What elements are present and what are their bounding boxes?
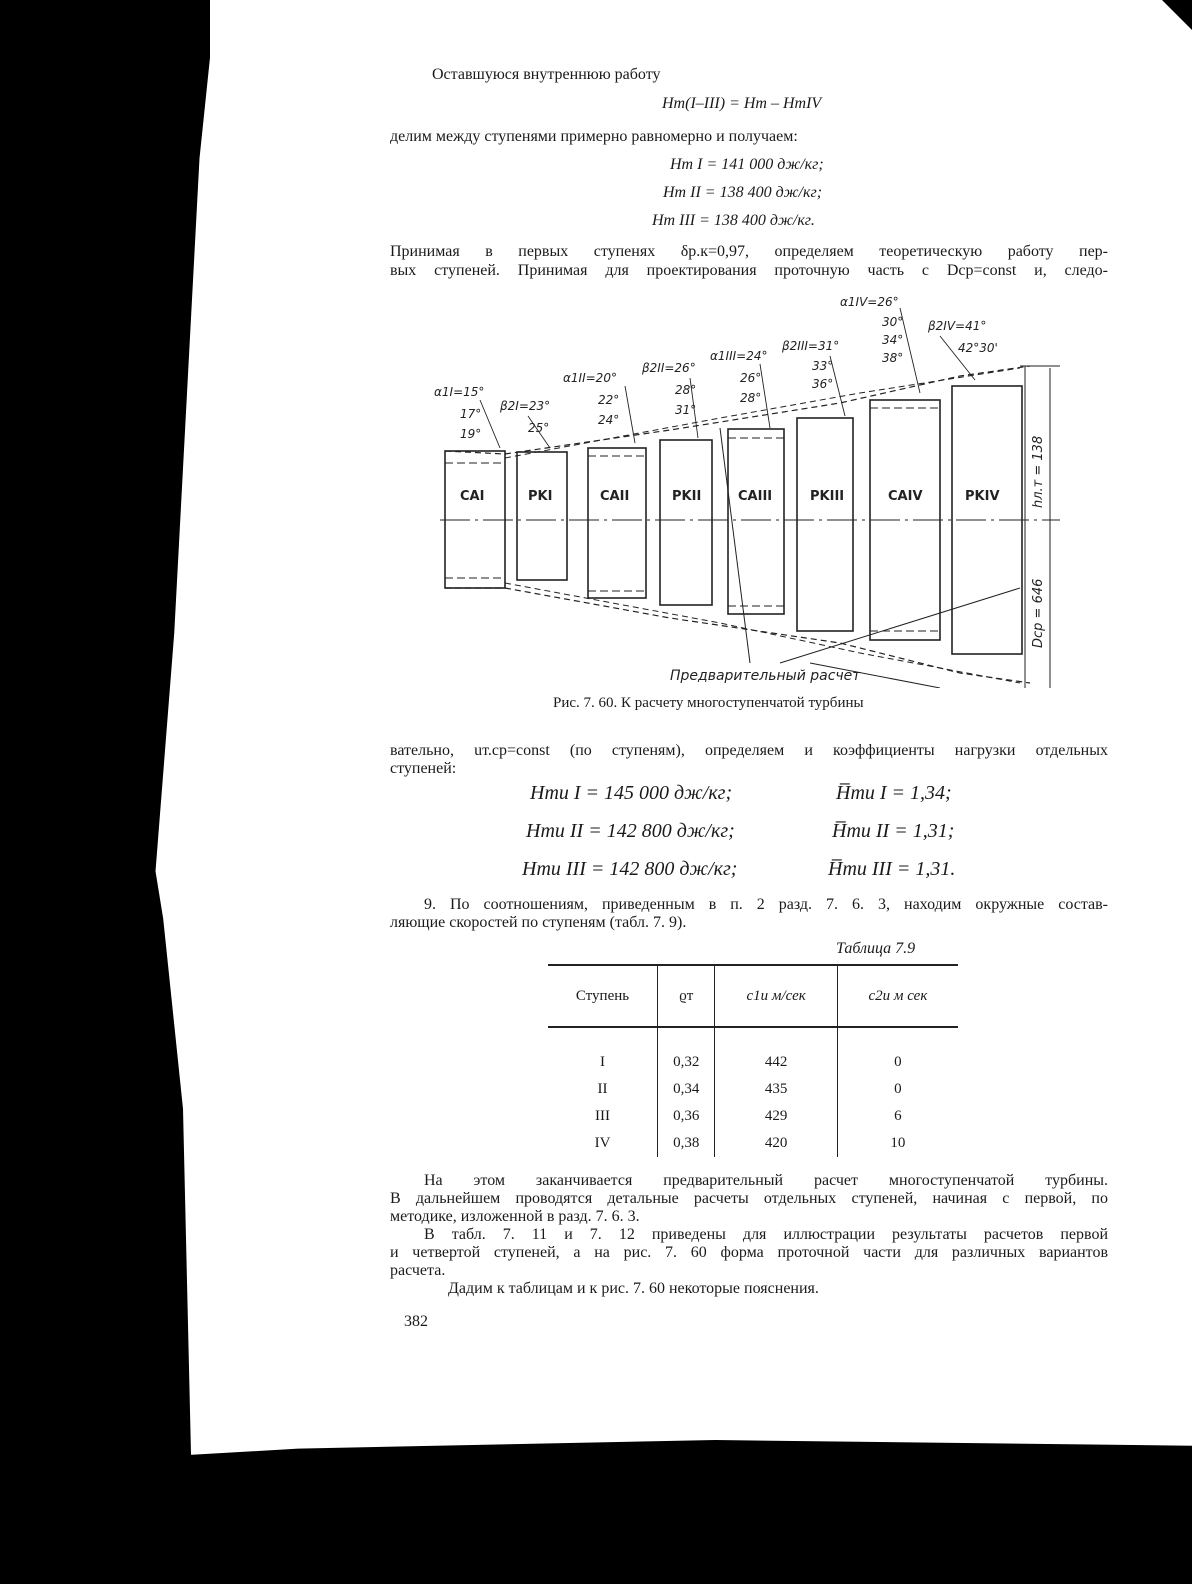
paragraph-line: Дадим к таблицам и к рис. 7. 60 некоторые пояснения. <box>448 1280 819 1297</box>
paragraph-line: и четвертой ступеней, а на рис. 7. 60 форма проточной части для различных вариантов <box>390 1244 1108 1261</box>
table-cell: 6 <box>837 1103 958 1130</box>
paragraph-line: ступеней: <box>390 760 457 777</box>
paragraph-line: делим между ступенями примерно равномерно и получаем: <box>390 128 798 145</box>
paragraph-line: вых ступеней. Принимая для проектирования проточную часть с Dср=const и, следо- <box>390 262 1108 279</box>
formula: Hтu III = 142 800 дж/кг; <box>522 858 738 880</box>
stage-label: PKIII <box>810 489 845 504</box>
paragraph-line: В дальнейшем проводятся детальные расчеты отдельных ступеней, начиная с первой, по <box>390 1190 1108 1207</box>
angle-label: 28° <box>675 383 697 397</box>
angle-label: 34° <box>882 333 904 347</box>
table-row <box>548 1027 958 1076</box>
formula: H̅тu I = 1,34; <box>836 782 952 804</box>
stage-label: PKII <box>672 489 702 504</box>
table-title: Таблица 7.9 <box>836 940 916 957</box>
angle-label: 31° <box>675 403 697 417</box>
formula: Hтu I = 145 000 дж/кг; <box>530 782 733 804</box>
paragraph-line: Оставшуюся внутреннюю работу <box>432 66 661 83</box>
angle-label: β2III=31° <box>782 339 840 353</box>
paragraph-line: Принимая в первых ступенях δр.к=0,97, определяем теоретическую работу пер- <box>390 243 1108 260</box>
angle-label: 30° <box>882 315 904 329</box>
table-cell: 442 <box>715 1027 837 1076</box>
column-header: ϱт <box>657 965 714 1027</box>
data-table <box>548 964 958 1157</box>
angle-label: α1III=24° <box>710 349 768 363</box>
angle-label: 17° <box>460 407 482 421</box>
scan-dark-margin-bottom <box>0 1440 1192 1584</box>
paragraph-line: 9. По соотношениям, приведенным в п. 2 разд. 7. 6. 3, находим окружные состав- <box>424 896 1108 913</box>
formula: H̅тu II = 1,31; <box>832 820 955 842</box>
paragraph-line: ляющие скоростей по ступеням (табл. 7. 9). <box>390 914 687 931</box>
paragraph-line: расчета. <box>390 1262 446 1279</box>
table-cell: 0 <box>837 1027 958 1076</box>
angle-label: 42°30' <box>958 341 998 355</box>
formula: Hт III = 138 400 дж/кг. <box>652 212 815 229</box>
table-cell: 0,38 <box>657 1130 714 1157</box>
table-cell: 429 <box>715 1103 837 1130</box>
angle-label: β2I=23° <box>500 399 551 413</box>
paragraph-line: В табл. 7. 11 и 7. 12 приведены для иллюстрации результаты расчетов первой <box>424 1226 1108 1243</box>
angle-label: 22° <box>598 393 620 407</box>
table-cell: II <box>597 1081 608 1097</box>
angle-label: 33° <box>812 359 834 373</box>
table-cell: 10 <box>837 1130 958 1157</box>
table-header-row <box>548 965 958 1027</box>
angle-label: β2IV=41° <box>928 319 987 333</box>
table-cell: III <box>594 1108 610 1124</box>
scan-dark-corner <box>1162 0 1192 30</box>
table-cell: 0,32 <box>657 1027 714 1076</box>
table-cell: 435 <box>715 1076 837 1103</box>
column-header: Ступень <box>548 965 657 1027</box>
formula: Hт I = 141 000 дж/кг; <box>670 156 824 173</box>
dimension-label: hл.т = 138 <box>1031 435 1046 508</box>
angle-label: 28° <box>740 391 762 405</box>
stage-label: CAIV <box>888 489 923 504</box>
turbine-flow-path-figure <box>420 288 1070 688</box>
angle-label: 36° <box>812 377 834 391</box>
page-number: 382 <box>404 1313 428 1330</box>
formula: H̅тu III = 1,31. <box>828 858 956 880</box>
dimension-label: Dср = 646 <box>1031 578 1046 648</box>
paragraph-line: вательно, uт.ср=const (по ступеням), определяем и коэффициенты нагрузки отдельных <box>390 742 1108 759</box>
column-header: c1u м/сек <box>715 965 837 1027</box>
figure-caption: Рис. 7. 60. К расчету многоступенчатой турбины <box>553 695 864 711</box>
column-header: c2u м сек <box>837 965 958 1027</box>
paragraph-line: методике, изложенной в разд. 7. 6. 3. <box>390 1208 640 1225</box>
table-cell: 0 <box>837 1076 958 1103</box>
table-row <box>548 1103 958 1130</box>
angle-label: 26° <box>740 371 762 385</box>
paragraph-line: На этом заканчивается предварительный расчет многоступенчатой турбины. <box>424 1172 1108 1189</box>
stage-label: CAII <box>600 489 630 504</box>
formula: Hт(I–III) = Hт – HтIV <box>662 95 822 112</box>
angle-label: 38° <box>882 351 904 365</box>
angle-label: α1I=15° <box>434 385 485 399</box>
angle-label: α1II=20° <box>563 371 617 385</box>
table-cell: 0,36 <box>657 1103 714 1130</box>
stage-label: PKI <box>528 489 553 504</box>
table-cell: IV <box>594 1135 611 1151</box>
table-row <box>548 1130 958 1157</box>
formula: Hт II = 138 400 дж/кг; <box>663 184 823 201</box>
stage-label: CAI <box>460 489 485 504</box>
table-cell: 0,34 <box>657 1076 714 1103</box>
figure-note: Предварительный расчет <box>670 668 861 684</box>
angle-label: α1IV=26° <box>840 295 899 309</box>
angle-label: β2II=26° <box>642 361 696 375</box>
stage-label: CAIII <box>738 489 773 504</box>
angle-label: 25° <box>528 421 550 435</box>
angle-label: 19° <box>460 427 482 441</box>
formula: Hтu II = 142 800 дж/кг; <box>526 820 735 842</box>
stage-label: PKIV <box>965 489 1000 504</box>
table-cell: I <box>599 1054 605 1070</box>
angle-label: 24° <box>598 413 620 427</box>
table-row <box>548 1076 958 1103</box>
table-cell: 420 <box>715 1130 837 1157</box>
